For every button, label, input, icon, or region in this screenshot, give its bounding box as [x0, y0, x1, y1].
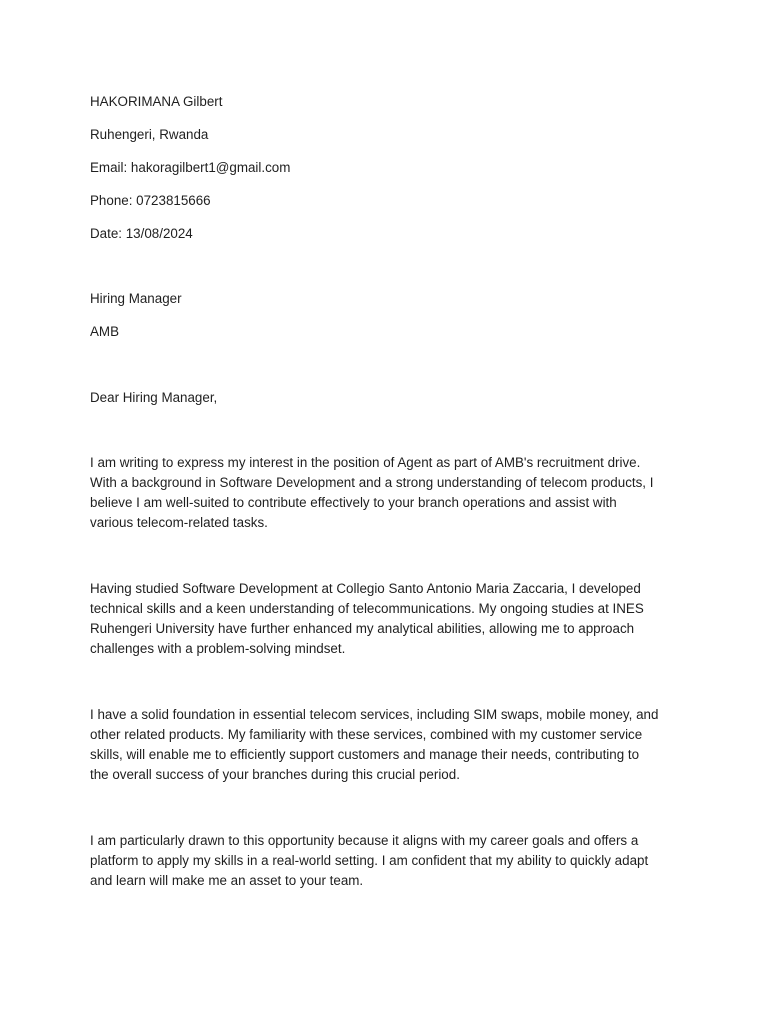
letter-date: Date: 13/08/2024: [90, 226, 193, 241]
body-paragraph-1: [90, 453, 653, 533]
recipient-company: AMB: [90, 324, 120, 339]
paragraph-line: Having studied Software Development at Collegio Santo Antonio Maria Zaccaria, I developed: [90, 581, 641, 596]
paragraph-line: I am particularly drawn to this opportunity because it aligns with my career goals and offers a: [90, 833, 639, 848]
paragraph-line: With a background in Software Development and a strong understanding of telecom products, I: [90, 475, 654, 490]
body-paragraph-2: [90, 579, 644, 659]
paragraph-line: various telecom-related tasks.: [90, 515, 268, 530]
paragraph-line: I am writing to express my interest in the position of Agent as part of AMB's recruitment drive.: [90, 455, 641, 470]
paragraph-line: the overall success of your branches during this crucial period.: [90, 767, 460, 782]
paragraph-line: I have a solid foundation in essential telecom services, including SIM swaps, mobile money, and: [90, 707, 659, 722]
sender-location: Ruhengeri, Rwanda: [90, 127, 209, 142]
paragraph-line: Ruhengeri University have further enhanced my analytical abilities, allowing me to approach: [90, 621, 635, 636]
body-paragraph-3: [90, 705, 658, 785]
salutation: Dear Hiring Manager,: [90, 390, 218, 405]
paragraph-line: platform to apply my skills in a real-world setting. I am confident that my ability to quickly adapt: [90, 853, 649, 868]
paragraph-line: technical skills and a keen understanding of telecommunications. My ongoing studies at INES: [90, 601, 644, 616]
paragraph-line: and learn will make me an asset to your team.: [90, 873, 364, 888]
sender-email: Email: hakoragilbert1@gmail.com: [90, 160, 291, 175]
sender-phone: Phone: 0723815666: [90, 193, 211, 208]
body-paragraph-4: [90, 831, 648, 891]
paragraph-line: skills, will enable me to efficiently support customers and manage their needs, contributing to: [90, 747, 640, 762]
paragraph-line: believe I am well-suited to contribute effectively to your branch operations and assist with: [90, 495, 617, 510]
paragraph-line: challenges with a problem-solving mindset.: [90, 641, 346, 656]
paragraph-line: other related products. My familiarity with these services, combined with my customer service: [90, 727, 643, 742]
recipient-title: Hiring Manager: [90, 291, 182, 306]
sender-name: HAKORIMANA Gilbert: [90, 94, 223, 109]
